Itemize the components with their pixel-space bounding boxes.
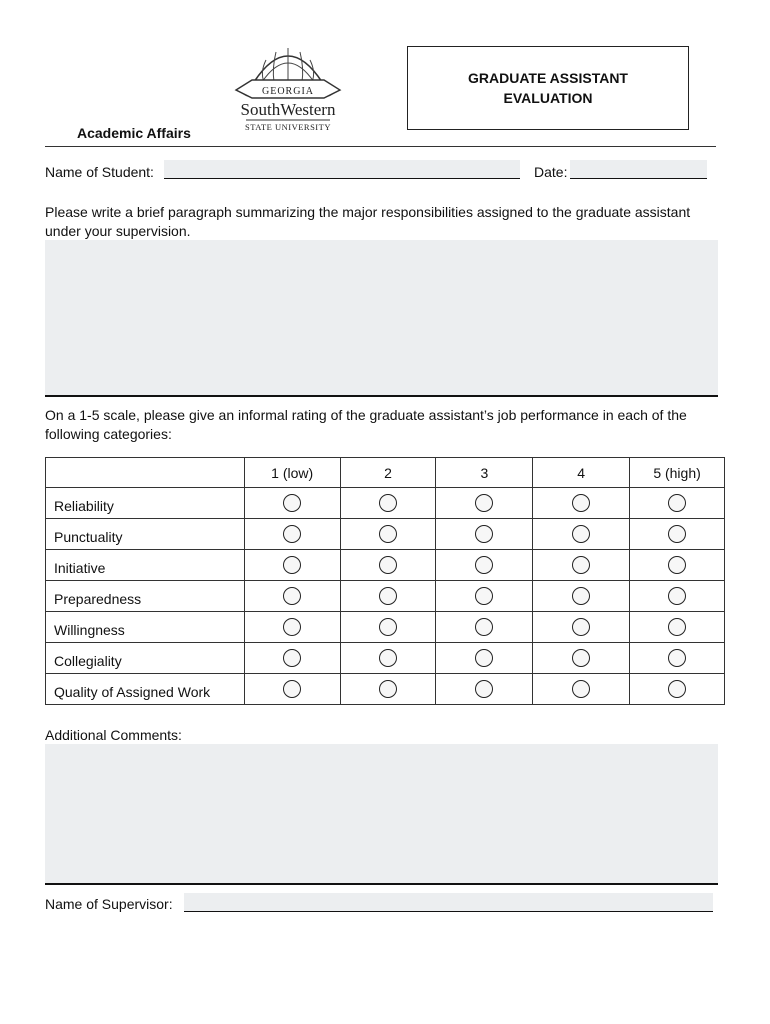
category-label: Reliability [46,488,245,519]
reliability-radio-4[interactable] [572,494,590,512]
collegiality-radio-5[interactable] [668,649,686,667]
summary-instructions: Please write a brief paragraph summarizing the major responsibilities assigned to the graduate assistant under your supervision. [45,204,691,239]
student-name-label: Name of Student: [45,164,154,180]
department-label: Academic Affairs [77,125,191,141]
willingness-radio-4[interactable] [572,618,590,636]
rating-header-row [46,458,725,488]
quality-radio-1[interactable] [283,680,301,698]
university-logo [232,42,344,134]
date-input[interactable] [570,160,707,179]
punctuality-radio-5[interactable] [668,525,686,543]
supervisor-name-input[interactable] [184,893,713,912]
comments-label: Additional Comments: [45,727,182,743]
punctuality-radio-2[interactable] [379,525,397,543]
category-label: Punctuality [46,519,245,550]
initiative-radio-3[interactable] [475,556,493,574]
quality-radio-2[interactable] [379,680,397,698]
scale-header-5: 5 (high) [630,458,725,488]
rating-row-quality-of-assigned-work [46,674,725,705]
preparedness-radio-2[interactable] [379,587,397,605]
rating-row-preparedness [46,581,725,612]
rating-instructions: On a 1-5 scale, please give an informal rating of the graduate assistant’s job performance in each of the following categories: [45,407,687,442]
category-label: Willingness [46,612,245,643]
rating-row-reliability [46,488,725,519]
quality-radio-3[interactable] [475,680,493,698]
rating-row-collegiality [46,643,725,674]
form-title-line2: EVALUATION [503,90,593,106]
scale-header-3: 3 [436,458,533,488]
logo-southwestern-text: SouthWestern [240,100,336,119]
rating-table [45,457,725,705]
preparedness-radio-5[interactable] [668,587,686,605]
quality-radio-4[interactable] [572,680,590,698]
reliability-radio-3[interactable] [475,494,493,512]
date-label: Date: [534,164,568,180]
reliability-radio-2[interactable] [379,494,397,512]
responsibilities-textarea[interactable] [45,240,718,397]
header-divider [45,146,716,147]
rating-header-blank [46,458,245,488]
preparedness-radio-1[interactable] [283,587,301,605]
collegiality-radio-4[interactable] [572,649,590,667]
collegiality-radio-1[interactable] [283,649,301,667]
gsw-dome-logo-icon [232,42,344,134]
willingness-radio-1[interactable] [283,618,301,636]
willingness-radio-3[interactable] [475,618,493,636]
form-title-box [407,46,689,130]
initiative-radio-1[interactable] [283,556,301,574]
punctuality-radio-4[interactable] [572,525,590,543]
initiative-radio-4[interactable] [572,556,590,574]
initiative-radio-5[interactable] [668,556,686,574]
comments-textarea[interactable] [45,744,718,885]
student-name-input[interactable] [164,160,520,179]
form-title-line1: GRADUATE ASSISTANT [468,70,628,86]
scale-header-2: 2 [340,458,436,488]
reliability-radio-1[interactable] [283,494,301,512]
logo-georgia-text: GEORGIA [262,86,314,97]
willingness-radio-5[interactable] [668,618,686,636]
willingness-radio-2[interactable] [379,618,397,636]
category-label: Preparedness [46,581,245,612]
punctuality-radio-1[interactable] [283,525,301,543]
preparedness-radio-4[interactable] [572,587,590,605]
scale-header-4: 4 [533,458,630,488]
preparedness-radio-3[interactable] [475,587,493,605]
collegiality-radio-3[interactable] [475,649,493,667]
supervisor-name-label: Name of Supervisor: [45,896,173,912]
category-label: Initiative [46,550,245,581]
category-label: Collegiality [46,643,245,674]
rating-row-willingness [46,612,725,643]
logo-state-university-text: STATE UNIVERSITY [245,122,331,132]
rating-row-punctuality [46,519,725,550]
quality-radio-5[interactable] [668,680,686,698]
punctuality-radio-3[interactable] [475,525,493,543]
initiative-radio-2[interactable] [379,556,397,574]
scale-header-1: 1 (low) [244,458,340,488]
rating-row-initiative [46,550,725,581]
collegiality-radio-2[interactable] [379,649,397,667]
reliability-radio-5[interactable] [668,494,686,512]
category-label: Quality of Assigned Work [46,674,245,705]
